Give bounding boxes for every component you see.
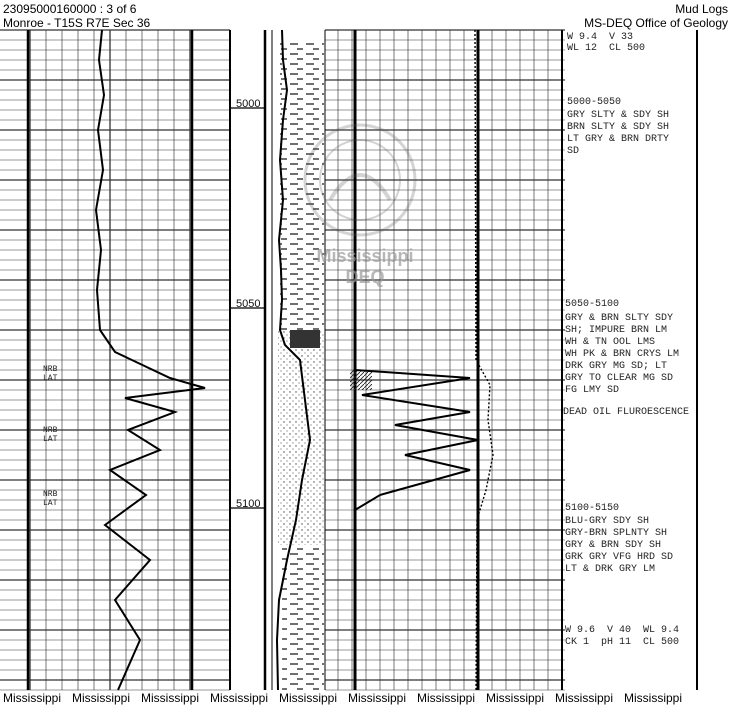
interval-3-line: GRY & BRN SDY SH bbox=[565, 540, 662, 551]
interval-2-line: WH & TN OOL LMS bbox=[565, 337, 656, 348]
well-id: 23095000160000 : 3 of 6 bbox=[3, 2, 137, 16]
interval-3-range: 5100-5150 bbox=[565, 503, 620, 514]
footer-word: Mississippi bbox=[279, 691, 338, 705]
footer-word: Mississippi bbox=[3, 691, 62, 705]
interval-1-line: SD bbox=[567, 146, 580, 157]
footer-word: Mississippi bbox=[624, 691, 683, 705]
footer-watermark-strip bbox=[0, 690, 734, 705]
interval-1-range: 5000-5050 bbox=[567, 97, 622, 108]
location-label: Monroe - T15S R7E Sec 36 bbox=[3, 16, 151, 30]
interval-1-line: LT GRY & BRN DRTY bbox=[567, 134, 670, 145]
footer-word: Mississippi bbox=[141, 691, 200, 705]
interval-3-line: LT & DRK GRY LM bbox=[565, 564, 656, 575]
footer-word: Mississippi bbox=[417, 691, 476, 705]
mud-top-1: W 9.4 V 33 bbox=[567, 32, 634, 43]
track-label-1: NRB LAT bbox=[43, 365, 58, 383]
interval-3-line: GRK GRY VFG HRD SD bbox=[565, 552, 674, 563]
watermark-text: Mississippi DEQ bbox=[316, 246, 414, 287]
interval-1-line: GRY SLTY & SDY SH bbox=[567, 110, 670, 121]
interval-2-line: DRK GRY MG SD; LT bbox=[565, 361, 668, 372]
footer-word: Mississippi bbox=[72, 691, 131, 705]
footer-word: Mississippi bbox=[486, 691, 545, 705]
interval-3-line: BLU-GRY SDY SH bbox=[565, 516, 650, 527]
depth-5000: 5000 bbox=[236, 98, 261, 110]
interval-2-line: GRY & BRN SLTY SDY bbox=[565, 313, 674, 324]
depth-5050: 5050 bbox=[236, 298, 261, 310]
interval-1-line: BRN SLTY & SDY SH bbox=[567, 122, 670, 133]
office-label: MS-DEQ Office of Geology bbox=[584, 16, 728, 30]
track-label-2: NRB LAT bbox=[43, 426, 58, 444]
footer-word: Mississippi bbox=[555, 691, 614, 705]
interval-2-line: DEAD OIL FLUROESCENCE bbox=[563, 407, 690, 418]
interval-2-range: 5050-5100 bbox=[565, 299, 620, 310]
track-label-3: NRB LAT bbox=[43, 490, 58, 508]
interval-2-line: SH; IMPURE BRN LM bbox=[565, 325, 668, 336]
log-type-label: Mud Logs bbox=[675, 2, 728, 16]
interval-3-line: GRY-BRN SPLNTY SH bbox=[565, 528, 668, 539]
footer-word: Mississippi bbox=[348, 691, 407, 705]
interval-2-line: WH PK & BRN CRYS LM bbox=[565, 349, 680, 360]
mud-bottom-2: CK 1 pH 11 CL 500 bbox=[565, 637, 680, 648]
interval-2-line: GRY TO CLEAR MG SD bbox=[565, 373, 674, 384]
interval-2-line: FG LMY SD bbox=[565, 385, 620, 396]
mud-bottom-1: W 9.6 V 40 WL 9.4 bbox=[565, 625, 680, 636]
mud-top-2: WL 12 CL 500 bbox=[567, 43, 646, 54]
footer-word: Mississippi bbox=[210, 691, 269, 705]
depth-5100: 5100 bbox=[236, 498, 261, 510]
